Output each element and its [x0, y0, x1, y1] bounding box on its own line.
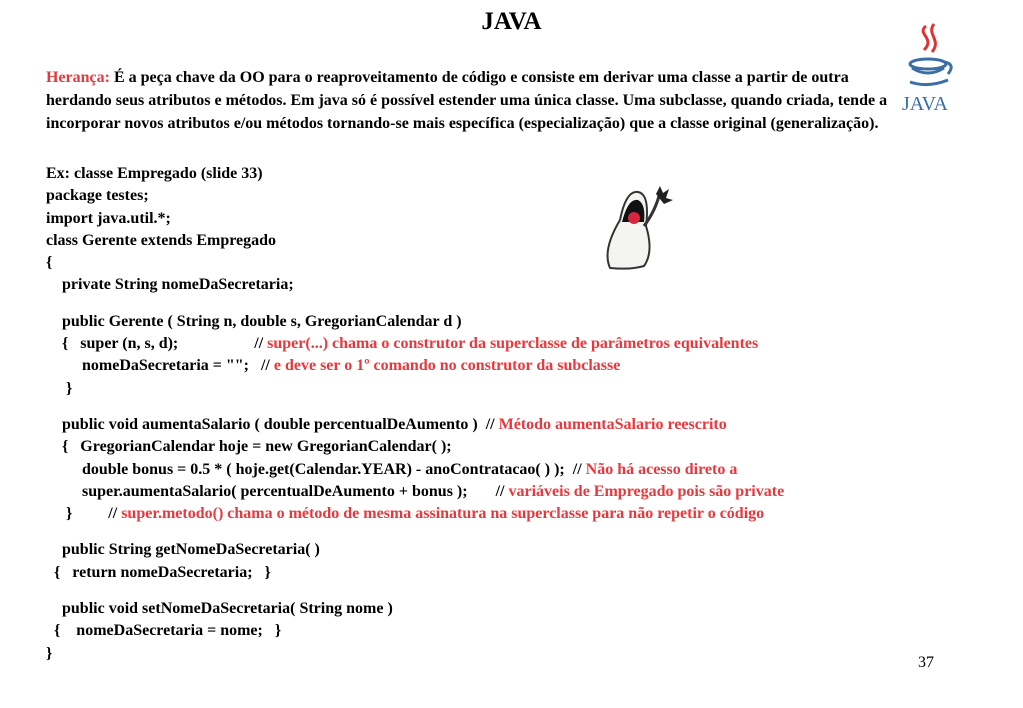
code-text: super.aumentaSalario( percentualDeAumento + bonus ); // — [46, 482, 509, 500]
java-logo-text: JAVA — [902, 93, 948, 115]
code-line: public String getNomeDaSecretaria( ) — [46, 541, 320, 559]
code-line — [46, 355, 946, 377]
code-line — [46, 503, 946, 525]
code-line: class Gerente extends Empregado — [46, 231, 277, 249]
code-text: public void aumentaSalario ( double percentualDeAumento ) // — [46, 415, 499, 433]
intro-paragraph — [46, 66, 916, 135]
code-line: } — [46, 644, 53, 662]
code-comment: Não há acesso direto a — [585, 460, 738, 478]
code-comment: e deve ser o 1º comando no construtor da subclasse — [273, 357, 621, 375]
code-line: { nomeDaSecretaria = nome; } — [46, 622, 282, 640]
intro-text: É a peça chave da OO para o reaproveitamento de código e consiste em derivar uma classe a partir de outra herdando seus atributos e métodos. Em java só é possível estender uma única classe. Uma subclasse, quando criada, tende a incorporar novos atributos e/ou métodos tornando-se mais específica (especialização) que a classe original (generalização). — [46, 69, 888, 132]
code-line: import java.util.*; — [46, 209, 171, 227]
page-number: 37 — [918, 654, 934, 671]
code-text: double bonus = 0.5 * ( hoje.get(Calendar.YEAR) - anoContratacao( ) ); // — [46, 460, 586, 478]
code-line: } — [46, 379, 73, 397]
code-line — [46, 459, 946, 481]
code-line: public void setNomeDaSecretaria( String nome ) — [46, 600, 393, 618]
code-line: { GregorianCalendar hoje = new GregorianCalendar( ); — [46, 438, 452, 456]
code-line — [46, 481, 946, 503]
code-line: { return nomeDaSecretaria; } — [46, 563, 271, 581]
code-line — [46, 414, 946, 436]
code-comment: Método aumentaSalario reescrito — [498, 415, 727, 433]
code-text: { super (n, s, d); // — [46, 335, 268, 353]
slide-title: JAVA — [481, 8, 542, 35]
code-line: { — [46, 254, 53, 272]
code-example — [46, 163, 946, 665]
code-line — [46, 333, 946, 355]
code-line: public Gerente ( String n, double s, GregorianCalendar d ) — [46, 312, 462, 330]
example-caption: Ex: classe Empregado (slide 33) — [46, 165, 263, 182]
code-comment: super.metodo() chama o método de mesma assinatura na superclasse para não repetir o código — [121, 505, 765, 523]
code-line: package testes; — [46, 187, 149, 205]
code-text: } // — [46, 505, 122, 523]
code-comment: variáveis de Empregado pois são private — [508, 482, 785, 500]
code-comment: super(...) chama o construtor da superclasse de parâmetros equivalentes — [267, 335, 759, 353]
intro-label: Herança: — [46, 69, 110, 86]
code-line: private String nomeDaSecretaria; — [46, 276, 294, 294]
code-text: nomeDaSecretaria = ""; // — [46, 357, 274, 375]
